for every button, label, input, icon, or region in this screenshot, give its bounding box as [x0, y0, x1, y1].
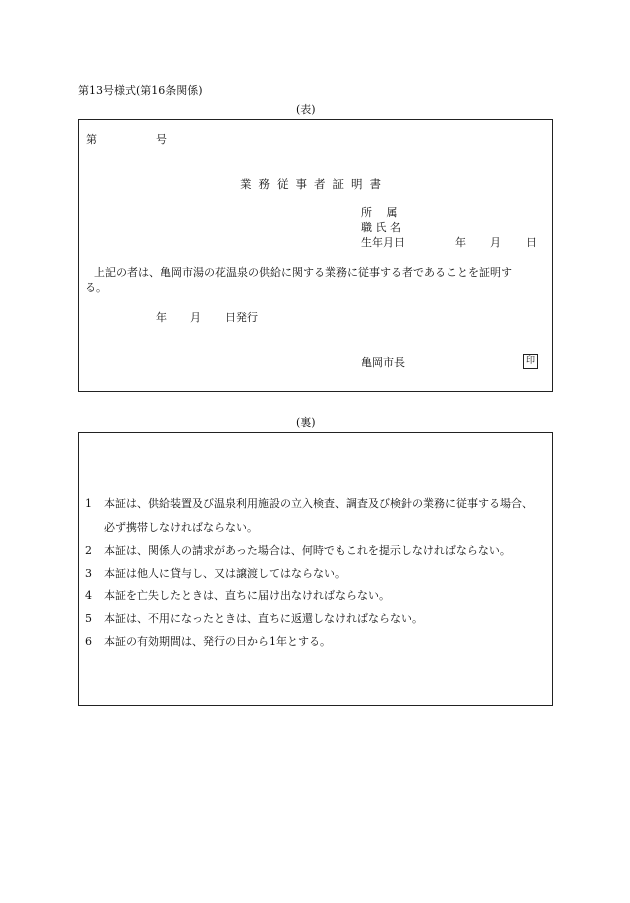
issue-month: 月 — [190, 311, 201, 324]
dob-year: 年 — [455, 236, 466, 249]
field-affiliation: 所 属 — [361, 206, 398, 219]
number-prefix: 第 — [86, 133, 97, 146]
note-number: 1 — [85, 497, 92, 510]
note-number: 2 — [85, 544, 92, 557]
note-number: 6 — [85, 635, 92, 648]
number-suffix: 号 — [156, 133, 167, 146]
note-item-1-cont — [85, 519, 258, 535]
note-text: 本証は、関係人の請求があった場合は、何時でもこれを提示しなければならない。 — [104, 544, 511, 557]
certificate-title: 業務従事者証明書 — [240, 177, 388, 191]
note-text: 本証の有効期間は、発行の日から1年とする。 — [104, 635, 331, 648]
note-item-3 — [85, 565, 346, 581]
note-text: 本証は他人に貸与し、又は譲渡してはならない。 — [104, 567, 346, 580]
issue-year: 年 — [156, 311, 167, 324]
dob-month: 月 — [490, 236, 501, 249]
note-item-6 — [85, 633, 331, 649]
back-side-label: (裏) — [296, 416, 316, 429]
note-text: 本証は、供給装置及び温泉利用施設の立入検査、調査及び検針の業務に従事する場合、 — [104, 497, 533, 510]
note-text: 必ず携帯しなければならない。 — [104, 521, 258, 534]
form-header: 第13号様式(第16条関係) — [78, 84, 203, 97]
back-card — [78, 432, 553, 706]
statement-line-2: る。 — [85, 281, 107, 294]
dob-day: 日 — [526, 236, 537, 249]
note-item-2 — [85, 542, 511, 558]
note-number: 5 — [85, 612, 92, 625]
field-dob: 生年月日 — [361, 236, 405, 249]
note-number: 3 — [85, 567, 92, 580]
field-name: 職 氏 名 — [361, 221, 401, 234]
note-item-5 — [85, 610, 423, 626]
issue-day: 日発行 — [225, 311, 258, 324]
issuer-name: 亀岡市長 — [361, 356, 405, 369]
note-number: 4 — [85, 589, 92, 602]
note-text: 本証を亡失したときは、直ちに届け出なければならない。 — [104, 589, 390, 602]
front-side-label: (表) — [296, 103, 316, 116]
statement-line-1: 上記の者は、亀岡市湯の花温泉の供給に関する業務に従事する者であることを証明す — [94, 266, 512, 279]
note-item-1 — [85, 495, 533, 511]
note-text: 本証は、不用になったときは、直ちに返還しなければならない。 — [104, 612, 423, 625]
note-item-4 — [85, 587, 390, 603]
seal-mark: 印 — [523, 354, 538, 369]
front-card — [78, 119, 553, 392]
